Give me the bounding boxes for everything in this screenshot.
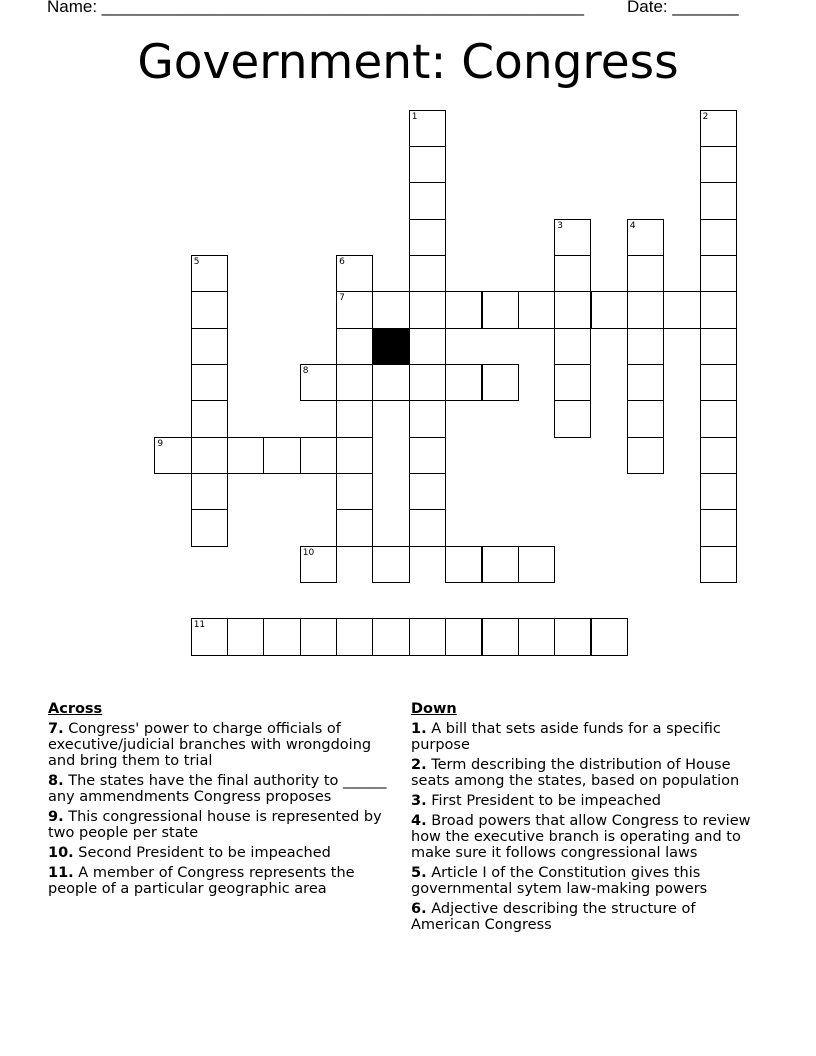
grid-cell[interactable] bbox=[409, 182, 446, 219]
clue-number: 4. bbox=[411, 813, 427, 829]
grid-cell[interactable] bbox=[372, 364, 409, 401]
grid-cell[interactable] bbox=[700, 437, 737, 474]
grid-cell[interactable] bbox=[700, 328, 737, 365]
grid-cell[interactable] bbox=[263, 618, 300, 655]
grid-cell[interactable] bbox=[409, 364, 446, 401]
down-clues bbox=[411, 701, 766, 937]
grid-cell[interactable] bbox=[336, 291, 373, 328]
down-clue-3 bbox=[411, 793, 766, 809]
clue-text: Adjective describing the structure of American Congress bbox=[411, 901, 696, 933]
grid-cell[interactable] bbox=[591, 291, 628, 328]
grid-cell[interactable] bbox=[700, 473, 737, 510]
grid-cell[interactable] bbox=[191, 473, 228, 510]
across-clue-10 bbox=[48, 845, 393, 861]
grid-cell[interactable] bbox=[191, 400, 228, 437]
clue-number-label: 5 bbox=[193, 256, 200, 267]
grid-cell[interactable] bbox=[554, 618, 591, 655]
grid-cell[interactable] bbox=[627, 255, 664, 292]
across-clue-11 bbox=[48, 865, 393, 897]
clue-text: A member of Congress represents the people of a particular geographic area bbox=[48, 865, 355, 897]
clue-text: A bill that sets aside funds for a specific purpose bbox=[411, 721, 721, 753]
clue-number-label: 3 bbox=[557, 220, 563, 231]
grid-cell[interactable] bbox=[409, 618, 446, 655]
clue-number: 5. bbox=[411, 865, 427, 881]
clue-text: Congress' power to charge officials of executive/judicial branches with wrongdoing and bring them to trial bbox=[48, 721, 372, 769]
grid-cell[interactable] bbox=[227, 618, 264, 655]
grid-cell[interactable] bbox=[482, 291, 519, 328]
grid-cell[interactable] bbox=[482, 364, 519, 401]
puzzle-title: Government: Congress bbox=[137, 35, 679, 90]
grid-cell[interactable] bbox=[627, 291, 664, 328]
clue-number: 3. bbox=[411, 793, 427, 809]
clue-number-label: 11 bbox=[193, 620, 206, 631]
grid-cell[interactable] bbox=[554, 219, 591, 256]
grid-cell[interactable] bbox=[409, 473, 446, 510]
grid-cell[interactable] bbox=[300, 546, 337, 583]
clue-text: Second President to be impeached bbox=[78, 845, 331, 861]
grid-cell[interactable] bbox=[554, 255, 591, 292]
clue-text: The states have the final authority to ______ any ammendments Congress proposes bbox=[48, 773, 387, 805]
clue-number-label: 1 bbox=[411, 111, 418, 122]
down-clue-2 bbox=[411, 757, 766, 789]
grid-cell[interactable] bbox=[336, 364, 373, 401]
clue-number: 9. bbox=[48, 809, 64, 825]
grid-cell[interactable] bbox=[554, 364, 591, 401]
grid-cell[interactable] bbox=[409, 219, 446, 256]
grid-cell[interactable] bbox=[372, 546, 409, 583]
clue-number-label: 8 bbox=[302, 366, 309, 376]
clue-number: 1. bbox=[411, 721, 427, 737]
grid-cell[interactable] bbox=[300, 618, 337, 655]
grid-cell[interactable] bbox=[700, 182, 737, 219]
grid-cell[interactable] bbox=[700, 146, 737, 183]
clue-number-label: 4 bbox=[629, 220, 636, 231]
grid-cell[interactable] bbox=[700, 364, 737, 401]
grid-cell[interactable] bbox=[663, 291, 700, 328]
grid-cell[interactable] bbox=[154, 437, 191, 474]
grid-cell[interactable] bbox=[627, 400, 664, 437]
grid-cell[interactable] bbox=[336, 400, 373, 437]
grid-cell[interactable] bbox=[336, 509, 373, 546]
grid-cell[interactable] bbox=[409, 255, 446, 292]
grid-cell[interactable] bbox=[445, 618, 482, 655]
grid-cell[interactable] bbox=[191, 255, 228, 292]
grid-cell[interactable] bbox=[554, 328, 591, 365]
clue-number-label: 9 bbox=[157, 438, 164, 449]
grid-cell[interactable] bbox=[627, 328, 664, 365]
down-clue-5 bbox=[411, 865, 766, 897]
grid-cell[interactable] bbox=[409, 509, 446, 546]
clue-text: First President to be impeached bbox=[431, 793, 661, 809]
clue-text: Broad powers that allow Congress to review how the executive branch is operating and to make sure it follows congressional laws bbox=[411, 813, 751, 861]
down-heading: Down bbox=[411, 701, 457, 717]
clue-number-label: 6 bbox=[339, 256, 345, 267]
grid-cell[interactable] bbox=[482, 546, 519, 583]
grid-cell[interactable] bbox=[627, 219, 664, 256]
clue-text: Article I of the Constitution gives this governmental sytem law-making powers bbox=[411, 865, 708, 897]
clue-number: 11. bbox=[48, 865, 74, 881]
grid-cell[interactable] bbox=[336, 255, 373, 292]
grid-cell[interactable] bbox=[445, 364, 482, 401]
grid-cell[interactable] bbox=[409, 146, 446, 183]
down-clue-6 bbox=[411, 901, 766, 933]
date-field-label[interactable]: Date: _______ bbox=[627, 0, 739, 16]
grid-cell[interactable] bbox=[227, 437, 264, 474]
grid-cell[interactable] bbox=[700, 400, 737, 437]
across-clue-9 bbox=[48, 809, 393, 841]
grid-cell[interactable] bbox=[482, 618, 519, 655]
grid-cell[interactable] bbox=[191, 291, 228, 328]
grid-cell[interactable] bbox=[554, 400, 591, 437]
clue-text: This congressional house is represented by two people per state bbox=[48, 809, 382, 841]
grid-cell[interactable] bbox=[336, 473, 373, 510]
clue-number: 10. bbox=[48, 845, 74, 861]
grid-cell[interactable] bbox=[191, 509, 228, 546]
grid-cell[interactable] bbox=[700, 255, 737, 292]
grid-cell[interactable] bbox=[700, 219, 737, 256]
grid-cell[interactable] bbox=[191, 618, 228, 655]
grid-cell[interactable] bbox=[700, 546, 737, 583]
grid-cell[interactable] bbox=[409, 110, 446, 147]
clue-number-label: 7 bbox=[339, 293, 345, 304]
grid-cell[interactable] bbox=[445, 291, 482, 328]
clue-number: 8. bbox=[48, 773, 64, 789]
across-heading: Across bbox=[48, 701, 103, 717]
grid-cell[interactable] bbox=[445, 546, 482, 583]
across-clue-7 bbox=[48, 721, 393, 769]
grid-cell[interactable] bbox=[700, 509, 737, 546]
grid-cell[interactable] bbox=[409, 400, 446, 437]
grid-cell[interactable] bbox=[409, 291, 446, 328]
grid-cell[interactable] bbox=[263, 437, 300, 474]
clue-text: Term describing the distribution of House seats among the states, based on population bbox=[411, 757, 740, 789]
clue-number-label: 2 bbox=[702, 111, 709, 122]
grid-cell[interactable] bbox=[518, 546, 555, 583]
grid-cell[interactable] bbox=[372, 291, 409, 328]
clue-number: 7. bbox=[48, 721, 64, 737]
name-field-label[interactable]: Name: ___________________________________________________ bbox=[47, 0, 584, 16]
clue-number: 2. bbox=[411, 757, 427, 773]
grid-cell[interactable] bbox=[409, 328, 446, 365]
clue-number: 6. bbox=[411, 901, 427, 917]
grid-cell[interactable] bbox=[518, 291, 555, 328]
grid-cell[interactable] bbox=[300, 437, 337, 474]
grid-cell[interactable] bbox=[700, 291, 737, 328]
grid-cell[interactable] bbox=[336, 328, 373, 365]
grid-cell[interactable] bbox=[627, 364, 664, 401]
grid-cell[interactable] bbox=[336, 618, 373, 655]
down-clue-4 bbox=[411, 813, 766, 861]
grid-cell[interactable] bbox=[300, 364, 337, 401]
grid-cell[interactable] bbox=[700, 110, 737, 147]
grid-cell[interactable] bbox=[554, 291, 591, 328]
grid-cell[interactable] bbox=[627, 437, 664, 474]
grid-cell[interactable] bbox=[191, 328, 228, 365]
black-cell bbox=[372, 328, 409, 365]
grid-cell[interactable] bbox=[191, 364, 228, 401]
grid-cell[interactable] bbox=[372, 618, 409, 655]
down-clue-1 bbox=[411, 721, 766, 753]
grid-cell[interactable] bbox=[518, 618, 555, 655]
across-clues bbox=[48, 701, 393, 901]
grid-cell[interactable] bbox=[591, 618, 628, 655]
grid-cell[interactable] bbox=[336, 437, 373, 474]
grid-cell[interactable] bbox=[191, 437, 228, 474]
grid-cell[interactable] bbox=[409, 437, 446, 474]
across-clue-8 bbox=[48, 773, 393, 805]
clue-number-label: 10 bbox=[302, 547, 315, 558]
